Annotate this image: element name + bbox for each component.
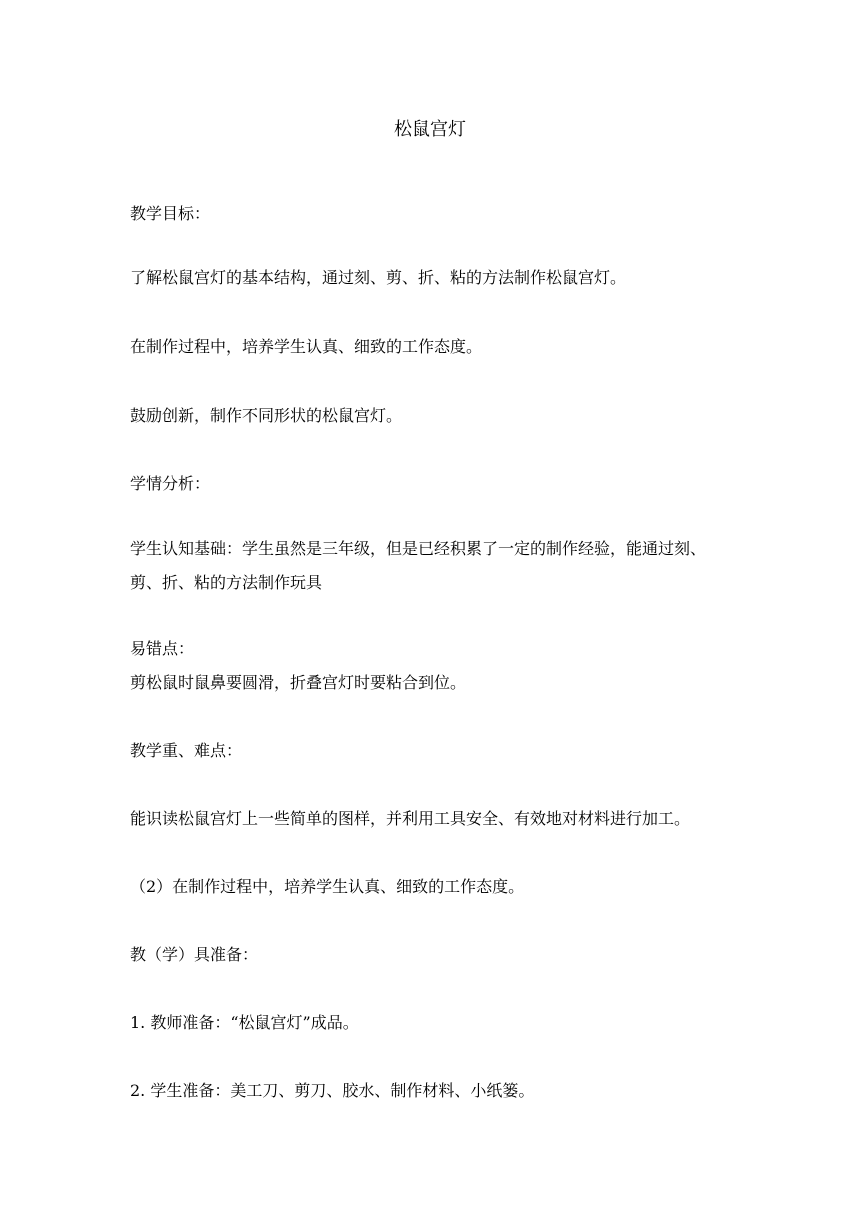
- analysis-line: 剪、折、粘的方法制作玩具: [130, 573, 323, 592]
- prep-item: 2. 学生准备：美工刀、剪刀、胶水、制作材料、小纸篓。: [130, 1081, 535, 1100]
- key-point: （2）在制作过程中，培养学生认真、细致的工作态度。: [130, 877, 525, 896]
- key-point: 能识读松鼠宫灯上一些简单的图样，并利用工具安全、有效地对材料进行加工。: [130, 809, 691, 828]
- analysis-heading: 学情分析：: [130, 474, 211, 493]
- key-heading: 教学重、难点：: [130, 741, 243, 760]
- goals-heading: 教学目标：: [130, 204, 211, 223]
- errors-heading: 易错点：: [130, 639, 195, 658]
- analysis-line: 学生认知基础：学生虽然是三年级，但是已经积累了一定的制作经验，能通过刻、: [130, 539, 707, 558]
- goal-item: 在制作过程中，培养学生认真、细致的工作态度。: [130, 337, 483, 356]
- prep-item: 1. 教师准备：“松鼠宫灯”成品。: [130, 1013, 359, 1032]
- errors-text: 剪松鼠时鼠鼻要圆滑，折叠宫灯时要粘合到位。: [130, 673, 467, 692]
- goal-item: 鼓励创新，制作不同形状的松鼠宫灯。: [130, 406, 403, 425]
- prep-heading: 教（学）具准备：: [130, 945, 259, 964]
- goal-item: 了解松鼠宫灯的基本结构，通过刻、剪、折、粘的方法制作松鼠宫灯。: [130, 268, 627, 287]
- document-title: 松鼠宫灯: [394, 119, 466, 140]
